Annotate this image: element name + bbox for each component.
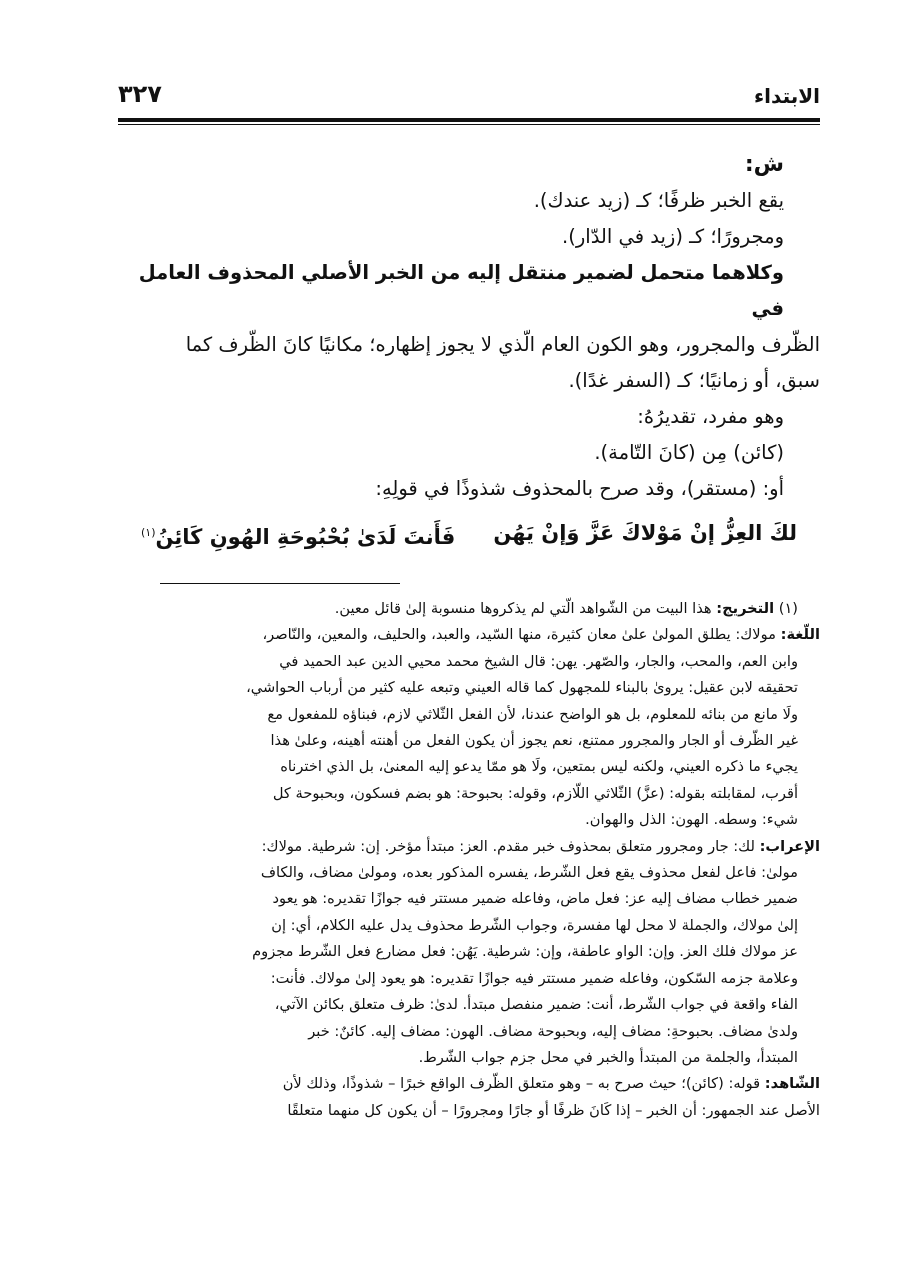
footnote-line: ضمير خطاب مضاف إليه عز: فعل ماض، وفاعله ضمير مستتر فيه جوازًا تقديره: هو يعود bbox=[272, 890, 798, 908]
footnotes bbox=[118, 596, 820, 1124]
text-line: ومجرورًا؛ كـ (زيد في الدّار). bbox=[562, 225, 784, 248]
footnote-line: يجيء ما ذكره العيني، ولكنه ليس بمتعين، ولَا هو ممّا يدعو إليه المعنىٰ، بل الذي اخترناه bbox=[280, 758, 798, 776]
verse-first-hemistich: لكَ العِزُّ إنْ مَوْلاكَ عَزَّ وَإنْ يَهُن bbox=[493, 521, 798, 545]
footnote-line: عز مولاك فلك العز. وإن: الواو عاطفة، وإن: شرطية. يَهُن: فعل مضارع فعل الشّرط مجزوم bbox=[252, 943, 798, 961]
text-line-bold: وكلاهما متحمل لضمير منتقل إليه من الخبر الأصلي المحذوف العامل في bbox=[138, 261, 784, 320]
footnote-text: هذا البيت من الشّواهد الّتي لم يذكروها منسوبة إلىٰ قائل معين. bbox=[334, 600, 712, 617]
text-line: (كائن) مِن (كانَ التّامة). bbox=[594, 441, 784, 464]
footnote-line: المبتدأ، والجلمة من المبتدأ والخبر في محل جزم جواب الشّرط. bbox=[418, 1048, 798, 1066]
footnote-ref: (١) bbox=[140, 526, 156, 539]
verse-second-hemistich: فَأَنتَ لَدَىٰ بُحْبُوحَةِ الهُونِ كَائِنُ$^{(١)}$ bbox=[140, 525, 456, 549]
text-line: أو: (مستقر)، وقد صرح بالمحذوف شذوذًا في قولِهِ: bbox=[375, 477, 784, 500]
text-line: وهو مفرد، تقديرُهُ: bbox=[637, 405, 784, 428]
footnote-line: ولدىٰ مضاف. بحبوحةِ: مضاف إليه، وبحبوحة مضاف. الهون: مضاف إليه. كائنٌ: خبر bbox=[308, 1022, 798, 1040]
footnote-line: قوله: (كائن)؛ حيث صرح به – وهو متعلق الظّرف الواقع خبرًا – شذوذًا، وذلك لأن bbox=[282, 1075, 761, 1093]
footnote-line: لك: جار ومجرور متعلق بمحذوف خبر مقدم. العز: مبتدأ مؤخر. إن: شرطية. مولاك: bbox=[261, 837, 755, 855]
footnote-lugha bbox=[118, 622, 820, 833]
footnote-label: الإعراب: bbox=[759, 837, 820, 855]
footnote-takhrij bbox=[118, 596, 820, 622]
footnote-line: تحقيقه لابن عقيل: يرویٰ بالبناء للمجهول كما قاله العيني وتبعه عليه كثير من أرباب الحواشي، bbox=[246, 679, 798, 697]
footnote-line: مولاك: يطلق المولىٰ علىٰ معان كثيرة، منها السّيد، والعبد، والحليف، والمعين، والنّاصر، bbox=[262, 626, 776, 644]
text-line: يقع الخبر ظرفًا؛ كـ (زيد عندك). bbox=[533, 189, 784, 212]
footnote-line: أقرب، لمقابلته بقوله: (عزَّ) الثّلاثي اللّازم، وقوله: بحبوحة: هو بضم فسكون، وبحبوحة كل bbox=[272, 784, 798, 802]
footnote-line: وابن العم، والمحب، والجار، والصّهر. يهن: قال الشيخ محمد محيي الدين عبد الحميد في bbox=[279, 652, 798, 670]
footnote-line: الأصل عند الجمهور: أن الخبر – إذا كَانَ ظرفًا أو جارًا ومجرورًا – أن يكون كل منهما متعلقًا bbox=[287, 1101, 820, 1119]
footnote-line: شيء: وسطه. الهون: الذل والهوان. bbox=[585, 811, 798, 829]
main-text bbox=[118, 147, 820, 557]
book-page bbox=[118, 80, 820, 1250]
commentary-marker: ش: bbox=[744, 152, 784, 177]
chapter-title: الابتداء bbox=[753, 84, 820, 108]
running-header bbox=[118, 80, 820, 110]
page-number: ٣٢٧ bbox=[118, 80, 162, 108]
footnote-line: غير الظّرف أو الجار والمجرور ممتنع، نعم يجوز أن يكون الفعل من أهنته أهينه، وعلىٰ هذا bbox=[270, 732, 798, 750]
footnote-label: التخريج: bbox=[716, 600, 775, 617]
footnote-label: الشّاهد: bbox=[764, 1075, 820, 1093]
footnote-separator bbox=[160, 583, 400, 584]
footnote-line: الفاء واقعة في جواب الشّرط، أنت: ضمير منفصل مبتدأ. لدىٰ: ظرف متعلق بكائن الآتي، bbox=[274, 996, 798, 1014]
text-line: الظّرف والمجرور، وهو الكون العام الّذي لا يجوز إظهاره؛ مكانيًا كانَ الظّرف كما bbox=[185, 333, 820, 356]
poetry-verse bbox=[118, 513, 820, 557]
footnote-line: وعلامة جزمه السّكون، وفاعله ضمير مستتر فيه جوازًا تقديره: هو يعود إلىٰ مولاك. فأنت: bbox=[270, 969, 798, 987]
footnote-label: اللّغة: bbox=[780, 626, 820, 644]
footnote-line: إلىٰ مولاك، والجملة لا محل لها مفسرة، وجواب الشّرط محذوف يدل عليه الكلام، أي: إن bbox=[271, 916, 798, 934]
footnote-irab bbox=[118, 834, 820, 1072]
footnote-number: (١) bbox=[778, 600, 798, 617]
header-rule-thick bbox=[118, 118, 820, 122]
header-rule-thin bbox=[118, 124, 820, 125]
text-line: سبق، أو زمانيًا؛ كـ (السفر غدًا). bbox=[568, 369, 820, 392]
footnote-shahid bbox=[118, 1071, 820, 1124]
footnote-line: ولَا مانع من بنائه للمعلوم، بل هو الواضح عندنا، لأن الفعل الثّلاثي لازم، فبناؤه للمفعول مع bbox=[267, 705, 798, 723]
footnote-line: مولىٰ: فاعل لفعل محذوف يقع فعل الشّرط، يفسره المذكور بعده، ومولىٰ مضاف، والكاف bbox=[260, 864, 798, 882]
